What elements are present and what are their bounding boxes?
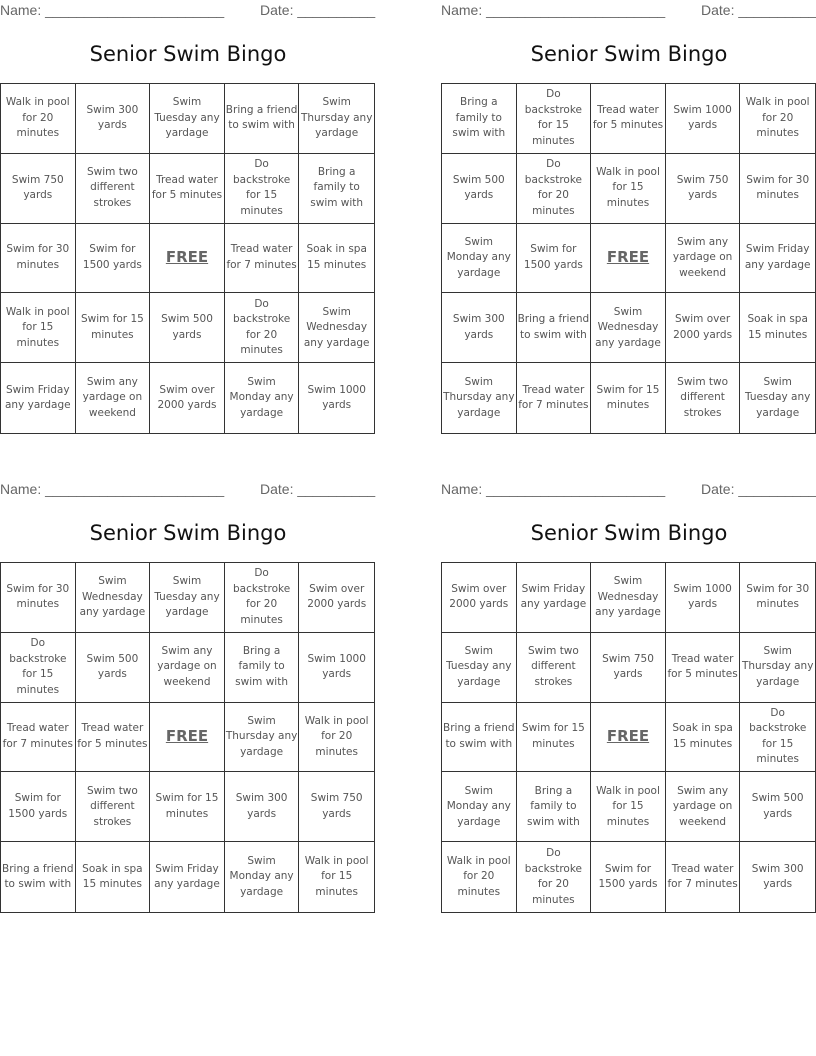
bingo-cell: Swim 750 yards — [666, 154, 741, 224]
name-date-line — [441, 481, 816, 499]
bingo-grid — [0, 83, 375, 434]
bingo-cell: Walk in pool for 20 minutes — [740, 84, 815, 154]
bingo-cell: Swim any yardage on weekend — [666, 772, 741, 842]
bingo-cell: Walk in pool for 20 minutes — [299, 703, 374, 773]
bingo-cell: Swim 500 yards — [740, 772, 815, 842]
bingo-cell: Bring a family to swim with — [225, 633, 300, 703]
bingo-cell: Swim for 15 minutes — [150, 772, 225, 842]
bingo-cell: Swim 500 yards — [150, 293, 225, 363]
bingo-cell: Tread water for 7 minutes — [666, 842, 741, 912]
bingo-cell: Do backstroke for 20 minutes — [225, 563, 300, 633]
bingo-cell: Swim Monday any yardage — [225, 842, 300, 912]
bingo-cell: Do backstroke for 15 minutes — [1, 633, 76, 703]
free-space-cell: FREE — [591, 224, 666, 294]
bingo-cell: Swim 750 yards — [1, 154, 76, 224]
bingo-cell: Swim Tuesday any yardage — [150, 84, 225, 154]
bingo-cell: Tread water for 5 minutes — [150, 154, 225, 224]
bingo-cell: Swim for 15 minutes — [76, 293, 151, 363]
bingo-cell: Walk in pool for 15 minutes — [591, 154, 666, 224]
bingo-cell: Walk in pool for 20 minutes — [1, 84, 76, 154]
bingo-grid — [441, 83, 816, 434]
bingo-cell: Swim any yardage on weekend — [150, 633, 225, 703]
bingo-cell: Bring a friend to swim with — [1, 842, 76, 912]
bingo-cell: Swim 500 yards — [442, 154, 517, 224]
bingo-cell: Bring a family to swim with — [517, 772, 592, 842]
bingo-cell: Swim for 15 minutes — [517, 703, 592, 773]
bingo-cell: Swim for 1500 yards — [76, 224, 151, 294]
bingo-cell: Do backstroke for 15 minutes — [740, 703, 815, 773]
free-space-cell: FREE — [591, 703, 666, 773]
bingo-cell: Swim two different strokes — [76, 154, 151, 224]
bingo-cell: Swim 1000 yards — [307, 383, 366, 412]
bingo-cell: Tread water for 7 minutes — [1, 703, 76, 773]
bingo-cell: Tread water for 5 minutes — [666, 633, 741, 703]
bingo-cell: Swim Friday any yardage — [1, 363, 76, 433]
bingo-cell: Walk in pool for 15 minutes — [591, 772, 666, 842]
bingo-cell: Do backstroke for 20 minutes — [517, 154, 592, 224]
bingo-cell: Swim over 2000 yards — [299, 563, 374, 633]
bingo-cell: Tread water for 5 minutes — [591, 84, 666, 154]
bingo-cell: Swim 1000 yards — [666, 563, 741, 633]
bingo-cell: Soak in spa 15 minutes — [666, 703, 741, 773]
bingo-cell: Do backstroke for 15 minutes — [225, 154, 300, 224]
bingo-cell: Swim two different strokes — [666, 363, 741, 433]
bingo-cell: Swim Wednesday any yardage — [76, 563, 151, 633]
bingo-cell: Swim 300 yards — [442, 293, 517, 363]
bingo-card-2 — [441, 0, 816, 440]
bingo-cell: Swim any yardage on weekend — [76, 363, 151, 433]
bingo-grid — [441, 562, 816, 913]
bingo-cell: Swim Monday any yardage — [442, 224, 517, 294]
card-title: Senior Swim Bingo — [530, 521, 728, 545]
bingo-cell: Swim any yardage on weekend — [666, 224, 741, 294]
bingo-cell: Bring a family to swim with — [299, 154, 374, 224]
bingo-cell: Swim for 1500 yards — [517, 224, 592, 294]
bingo-cell: Tread water for 5 minutes — [76, 703, 151, 773]
bingo-cell: Swim Thursday any yardage — [740, 633, 815, 703]
bingo-grid — [0, 562, 375, 913]
bingo-cell: Soak in spa 15 minutes — [740, 293, 815, 363]
name-field-label: Name: _______________________ — [441, 481, 666, 497]
bingo-cell: Swim Tuesday any yardage — [745, 375, 811, 419]
bingo-cell: Bring a friend to swim with — [517, 293, 592, 363]
bingo-cell: Swim Friday any yardage — [150, 842, 225, 912]
bingo-cell: Swim for 30 minutes — [1, 224, 76, 294]
bingo-cell: Swim Thursday any yardage — [299, 84, 374, 154]
bingo-cell: Walk in pool for 15 minutes — [304, 854, 369, 898]
bingo-cell: Walk in pool for 20 minutes — [442, 842, 517, 912]
bingo-cell: Tread water for 7 minutes — [517, 363, 592, 433]
name-date-line — [441, 2, 816, 20]
name-field-label: Name: _______________________ — [0, 2, 225, 18]
free-space-cell: FREE — [150, 703, 225, 773]
bingo-cell: Do backstroke for 20 minutes — [225, 293, 300, 363]
bingo-cell: Do backstroke for 20 minutes — [517, 842, 592, 912]
name-field-label: Name: _______________________ — [0, 481, 225, 497]
bingo-cell: Swim Monday any yardage — [442, 772, 517, 842]
bingo-cell: Swim Wednesday any yardage — [299, 293, 374, 363]
bingo-cell: Swim 300 yards — [751, 862, 804, 891]
bingo-cell: Swim for 1500 yards — [1, 772, 76, 842]
bingo-cell: Swim Monday any yardage — [225, 363, 300, 433]
bingo-cell: Swim Wednesday any yardage — [591, 293, 666, 363]
card-title: Senior Swim Bingo — [89, 521, 287, 545]
bingo-cell: Swim 750 yards — [299, 772, 374, 842]
date-field-label: Date: __________ — [260, 481, 376, 497]
bingo-cell: Bring a friend to swim with — [442, 703, 517, 773]
free-space-cell: FREE — [150, 224, 225, 294]
bingo-cell: Swim Thursday any yardage — [442, 363, 517, 433]
bingo-cell: Swim over 2000 yards — [442, 563, 517, 633]
bingo-cell: Swim 300 yards — [76, 84, 151, 154]
bingo-cell: Swim for 1500 yards — [591, 842, 666, 912]
bingo-cell: Swim Tuesday any yardage — [150, 563, 225, 633]
name-date-line — [0, 481, 376, 499]
bingo-cell: Swim 300 yards — [225, 772, 300, 842]
bingo-cell: Swim for 30 minutes — [740, 563, 815, 633]
bingo-cell: Swim Thursday any yardage — [225, 703, 300, 773]
bingo-card-4 — [441, 479, 816, 919]
bingo-cell: Swim Wednesday any yardage — [591, 563, 666, 633]
bingo-cell: Swim 750 yards — [591, 633, 666, 703]
date-field-label: Date: __________ — [701, 2, 816, 18]
bingo-cell: Do backstroke for 15 minutes — [517, 84, 592, 154]
bingo-cell: Swim over 2000 yards — [150, 363, 225, 433]
name-date-line — [0, 2, 376, 20]
bingo-cell: Walk in pool for 15 minutes — [1, 293, 76, 363]
name-field-label: Name: _______________________ — [441, 2, 666, 18]
bingo-cell: Bring a family to swim with — [442, 84, 517, 154]
bingo-cell: Swim two different strokes — [517, 633, 592, 703]
bingo-cell: Swim 1000 yards — [666, 84, 741, 154]
bingo-cell: Bring a friend to swim with — [225, 84, 300, 154]
bingo-card-3 — [0, 479, 376, 919]
bingo-cell: Swim for 15 minutes — [591, 363, 666, 433]
card-title: Senior Swim Bingo — [89, 42, 287, 66]
bingo-cell: Soak in spa 15 minutes — [299, 224, 374, 294]
bingo-cell: Tread water for 7 minutes — [225, 224, 300, 294]
card-title: Senior Swim Bingo — [530, 42, 728, 66]
bingo-cell: Swim 500 yards — [76, 633, 151, 703]
bingo-cell: Swim 1000 yards — [299, 633, 374, 703]
bingo-card-1 — [0, 0, 376, 440]
bingo-cell: Soak in spa 15 minutes — [76, 842, 151, 912]
bingo-cell: Swim Friday any yardage — [517, 563, 592, 633]
date-field-label: Date: __________ — [260, 2, 376, 18]
date-field-label: Date: __________ — [701, 481, 816, 497]
bingo-cell: Swim Tuesday any yardage — [442, 633, 517, 703]
bingo-cell: Swim for 30 minutes — [1, 563, 76, 633]
bingo-cell: Swim Friday any yardage — [740, 224, 815, 294]
bingo-cell: Swim for 30 minutes — [740, 154, 815, 224]
bingo-cell: Swim two different strokes — [76, 772, 151, 842]
bingo-cell: Swim over 2000 yards — [666, 293, 741, 363]
